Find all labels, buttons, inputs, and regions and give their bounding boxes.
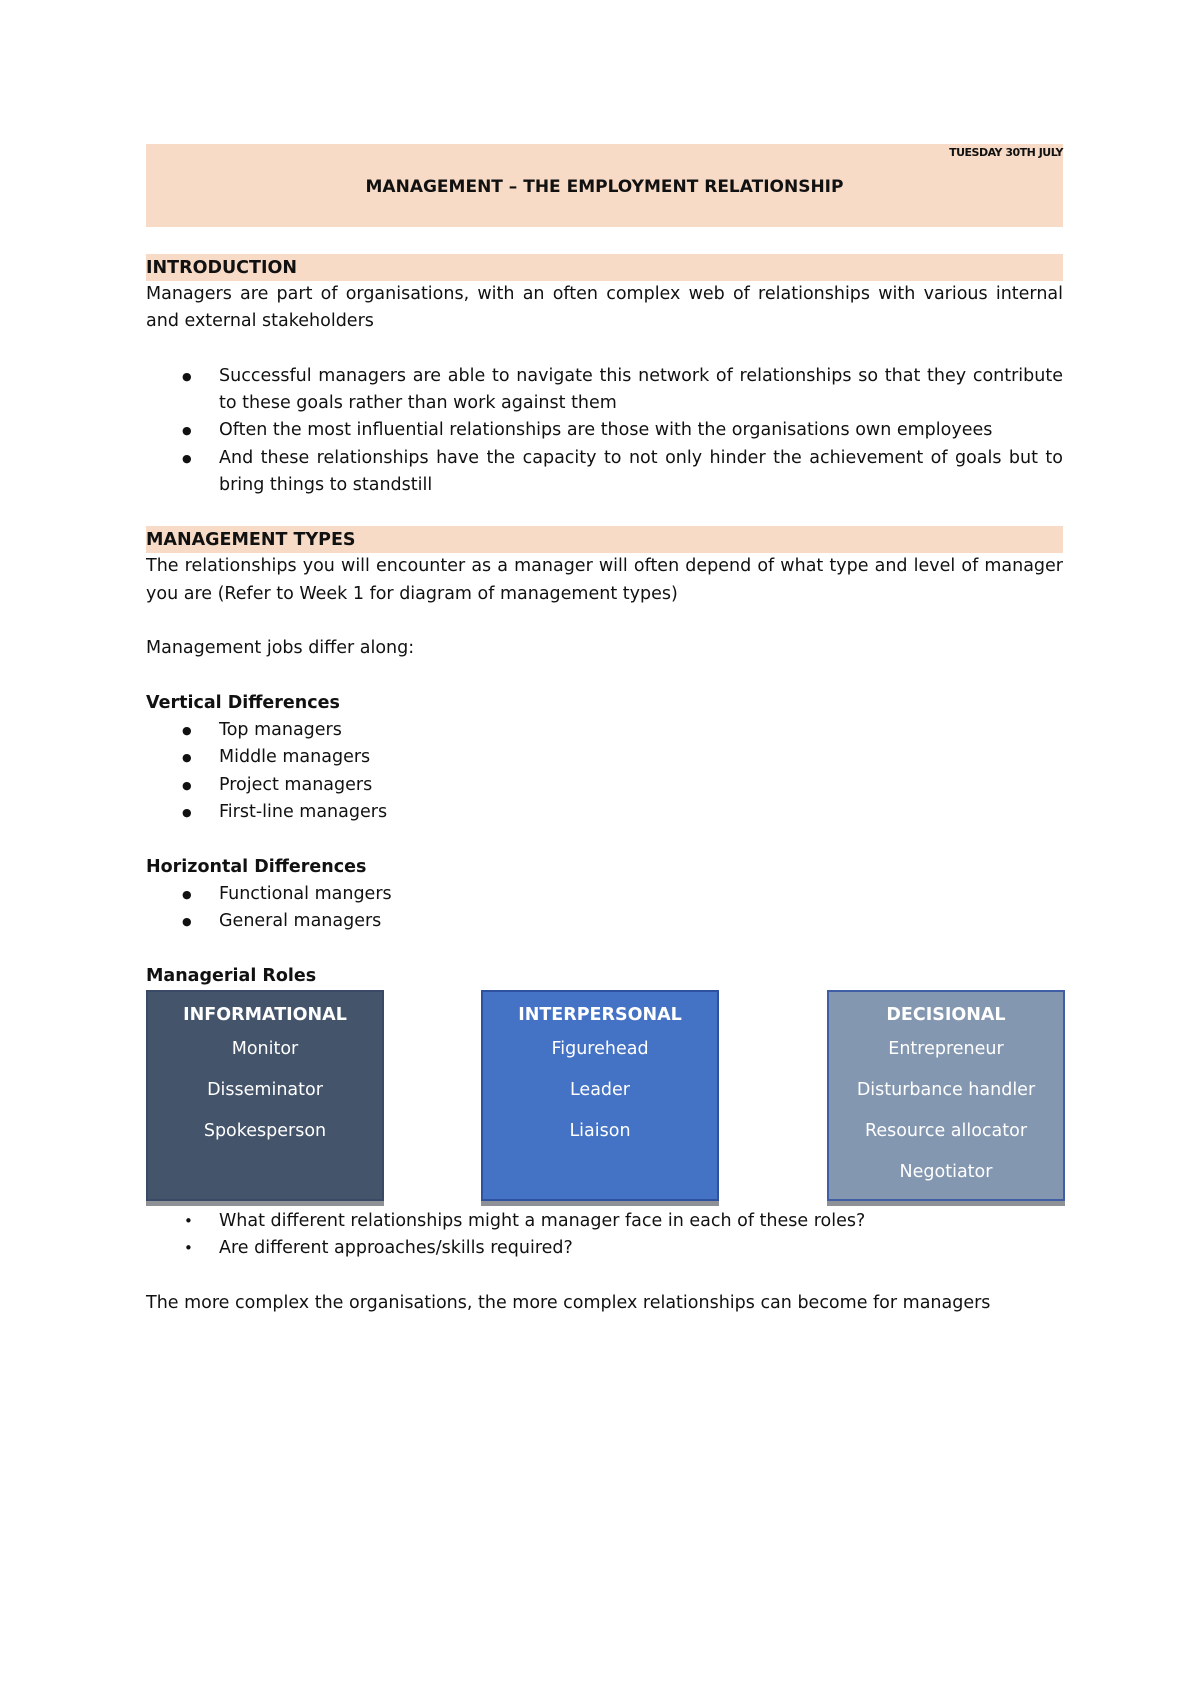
list-item: • Are different approaches/skills required? (146, 1235, 1063, 1262)
role-box-interpersonal (481, 990, 719, 1201)
reflection-questions (146, 1208, 1063, 1263)
horizontal-differences-list (146, 881, 1063, 936)
list-item: ● Often the most influential relationships are those with the organisations own employees (146, 417, 1063, 444)
horizontal-differences-heading: Horizontal Differences (146, 856, 367, 877)
role-title: INFORMATIONAL (183, 1005, 347, 1026)
role-item: Negotiator (899, 1162, 993, 1183)
document-page (146, 144, 1063, 1317)
list-item: ● Functional mangers (146, 881, 1063, 908)
role-item: Figurehead (551, 1039, 649, 1060)
management-types-heading: MANAGEMENT TYPES (146, 526, 1063, 553)
list-item: ● And these relationships have the capacity to not only hinder the achievement of goals but to bring things to standstill (146, 445, 1063, 500)
role-title: INTERPERSONAL (518, 1005, 682, 1026)
role-item: Disseminator (207, 1080, 323, 1101)
list-item: ● Project managers (146, 772, 1063, 799)
closing-text: The more complex the organisations, the more complex relationships can become for managers (146, 1293, 991, 1314)
list-item: ● First-line managers (146, 799, 1063, 826)
role-item: Spokesperson (203, 1121, 327, 1142)
managerial-roles-diagram (146, 990, 1063, 1208)
title-banner (146, 144, 1063, 227)
role-item: Resource allocator (864, 1121, 1028, 1142)
role-item: Monitor (231, 1039, 299, 1060)
role-item: Disturbance handler (856, 1080, 1036, 1101)
list-item: ● Middle managers (146, 744, 1063, 771)
introduction-bullets (146, 363, 1063, 499)
list-item: ● Top managers (146, 717, 1063, 744)
role-item: Entrepreneur (888, 1039, 1004, 1060)
date-label: TUESDAY 30TH JULY (949, 146, 1063, 159)
introduction-text: Managers are part of organisations, with an often complex web of relationships with various internal and external stakeholders (146, 284, 1063, 332)
list-item: ● Successful managers are able to navigate this network of relationships so that they contribute to these goals rather than work against them (146, 363, 1063, 418)
role-box-decisional (827, 990, 1065, 1201)
list-item: • What different relationships might a manager face in each of these roles? (146, 1208, 1063, 1235)
jobs-differ-text: Management jobs differ along: (146, 638, 415, 659)
management-types-text: The relationships you will encounter as a manager will often depend of what type and level of manager you are (Refer to Week 1 for diagram of management types) (146, 556, 1063, 604)
role-title: DECISIONAL (886, 1005, 1006, 1026)
role-item: Liaison (569, 1121, 631, 1142)
role-item: Leader (569, 1080, 630, 1101)
managerial-roles-heading: Managerial Roles (146, 965, 317, 986)
vertical-differences-list (146, 717, 1063, 826)
document-title: MANAGEMENT – THE EMPLOYMENT RELATIONSHIP (365, 177, 844, 197)
role-box-informational (146, 990, 384, 1201)
list-item: ● General managers (146, 908, 1063, 935)
introduction-heading: INTRODUCTION (146, 254, 1063, 281)
vertical-differences-heading: Vertical Differences (146, 692, 340, 713)
